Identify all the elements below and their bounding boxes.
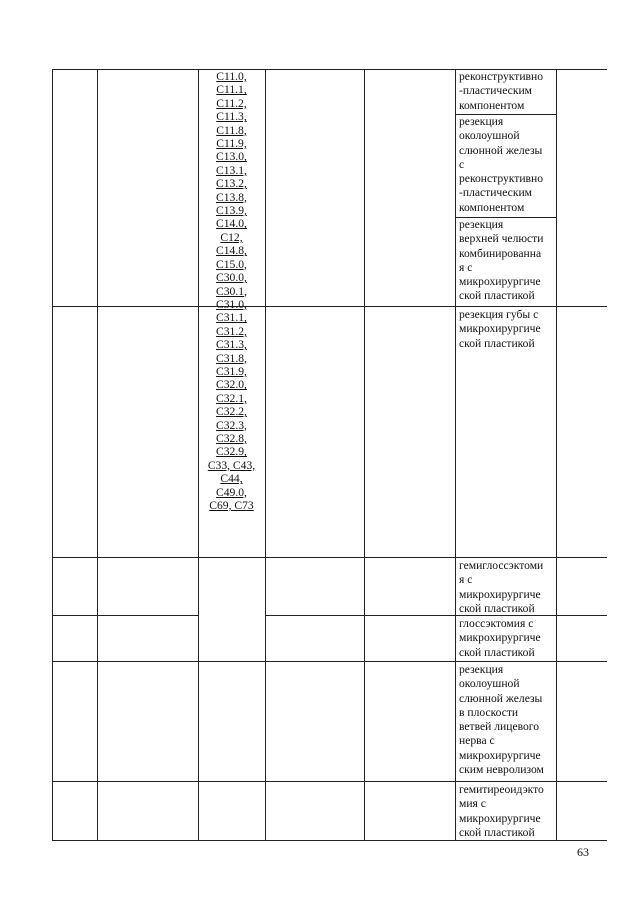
method-cell: резекция губы с микрохирургиче ской пластикой [459, 308, 541, 350]
diagnosis-code: С44, [220, 472, 243, 486]
row-divider [52, 781, 607, 782]
page-number: 63 [577, 845, 589, 859]
method-cell: глоссэктомия с микрохирургиче ской пластикой [459, 617, 541, 659]
diagnosis-code: С11.9, [216, 137, 247, 151]
diagnosis-code: С11.2, [216, 96, 247, 110]
diagnosis-code: С31.2, [216, 324, 247, 338]
diagnosis-code: С30.0, [216, 271, 247, 285]
diagnosis-code: С49.0, [216, 485, 247, 499]
diagnosis-code: С14.8, [216, 244, 247, 258]
diagnosis-codes-cell [198, 70, 265, 512]
method-cell: гемитиреоидэкто мия с микрохирургиче ской пластикой [459, 783, 544, 839]
row-divider [52, 661, 607, 662]
method-cell: резекция околоушной слюнной железы в плоскости ветвей лицевого нерва с микрохирургиче ским невролизом [459, 663, 544, 777]
diagnosis-code: С32.1, [216, 391, 247, 405]
diagnosis-code: С31.0, [216, 297, 247, 311]
diagnosis-code: С13.0, [216, 150, 247, 164]
diagnosis-code: С32.8, [216, 431, 247, 445]
method-cell: резекция верхней челюсти комбинированна я с микрохирургиче ской пластикой [459, 218, 544, 303]
row-divider [52, 306, 607, 307]
method-cell: резекция околоушной слюнной железы с реконструктивно -пластическим компонентом [459, 115, 544, 214]
row-divider [52, 557, 607, 558]
column-border [455, 69, 456, 840]
diagnosis-code: С30.1, [216, 284, 247, 298]
column-border [265, 69, 266, 840]
diagnosis-code: С31.3, [216, 338, 247, 352]
diagnosis-code: С13.9, [216, 204, 247, 218]
diagnosis-code: С13.2, [216, 177, 247, 191]
row-divider [52, 615, 198, 616]
diagnosis-code: С69, С73 [209, 499, 254, 512]
diagnosis-code: С31.8, [216, 351, 247, 365]
diagnosis-code: С13.1, [216, 163, 247, 177]
diagnosis-code: С14.0, [216, 217, 247, 231]
column-border [364, 69, 365, 840]
diagnosis-code: С32.0, [216, 378, 247, 392]
method-cell: гемиглоссэктоми я с микрохирургиче ской пластикой [459, 559, 544, 615]
diagnosis-code: С32.3, [216, 418, 247, 432]
column-border [52, 69, 53, 840]
diagnosis-code: С31.9, [216, 364, 247, 378]
diagnosis-code: С11.0, [216, 70, 247, 83]
diagnosis-code: С12, [220, 230, 243, 244]
diagnosis-code: С32.9, [216, 445, 247, 459]
diagnosis-code: С13.8, [216, 190, 247, 204]
column-border [97, 69, 98, 840]
diagnosis-code: С31.1, [216, 311, 247, 325]
diagnosis-code: С33, С43, [207, 458, 256, 472]
diagnosis-code: С11.1, [216, 83, 247, 97]
diagnosis-code: С11.3, [216, 110, 247, 124]
diagnosis-code: С15.0, [216, 257, 247, 271]
diagnosis-code: С11.8, [216, 123, 247, 137]
method-cell: реконструктивно -пластическим компонентом [459, 70, 544, 112]
diagnosis-code: С32.2, [216, 405, 247, 419]
